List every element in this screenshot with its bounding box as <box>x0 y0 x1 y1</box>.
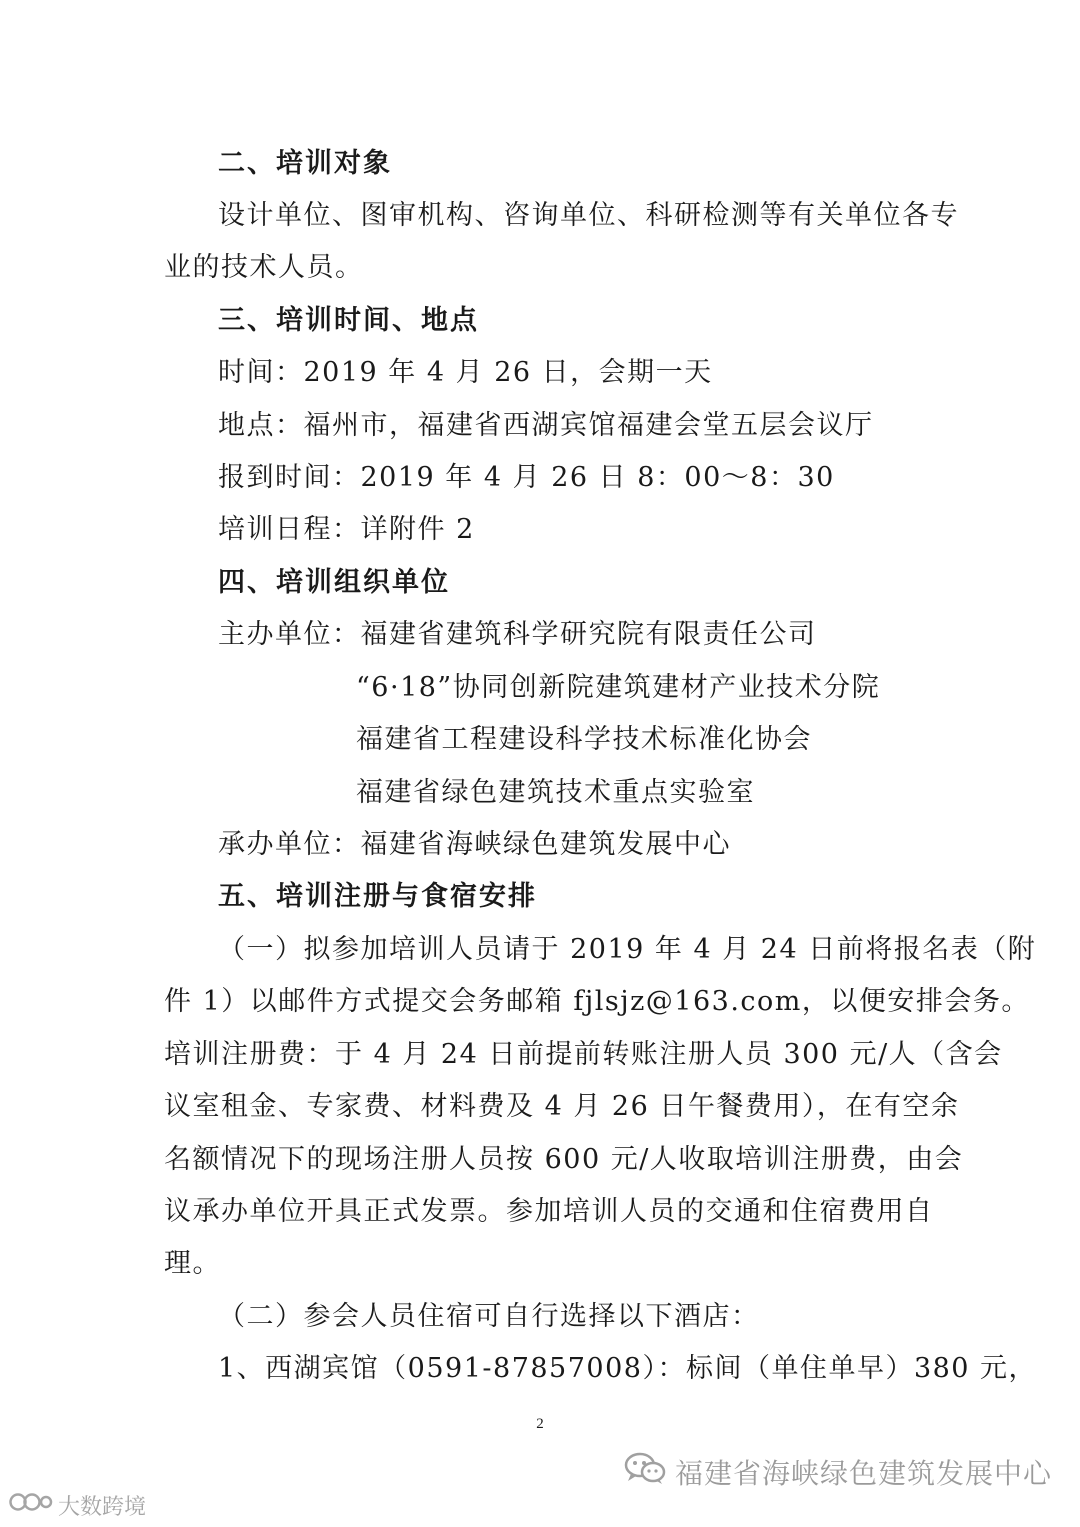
site-watermark <box>8 1490 146 1520</box>
paragraph-line: 名额情况下的现场注册人员按 600 元/人收取培训注册费，由会 <box>164 1144 964 1175</box>
paragraph-line: （二）参会人员住宿可自行选择以下酒店： <box>218 1301 760 1332</box>
paragraph-line: 设计单位、图审机构、咨询单位、科研检测等有关单位各专 <box>218 200 959 231</box>
paragraph-line: 承办单位：福建省海峡绿色建筑发展中心 <box>218 829 731 860</box>
page-number: 2 <box>536 1416 544 1432</box>
paragraph-line: 培训注册费：于 4 月 24 日前提前转账注册人员 300 元/人（含会 <box>164 1039 1003 1070</box>
section-heading-2: 二、培训对象 <box>218 148 392 179</box>
section-heading-4: 四、培训组织单位 <box>218 567 450 598</box>
section-heading-3: 三、培训时间、地点 <box>218 305 479 336</box>
wechat-icon <box>623 1451 667 1494</box>
account-watermark <box>623 1452 1052 1492</box>
paragraph-line: 1、西湖宾馆（0591-87857008）：标间（单住单早）380 元， <box>218 1353 1038 1384</box>
paragraph-line: 理。 <box>164 1248 221 1279</box>
paragraph-line: 议承办单位开具正式发票。参加培训人员的交通和住宿费用自 <box>164 1196 934 1227</box>
paragraph-line: 福建省工程建设科学技术标准化协会 <box>356 724 812 755</box>
account-name: 福建省海峡绿色建筑发展中心 <box>674 1457 1052 1490</box>
paragraph-line: 地点：福州市，福建省西湖宾馆福建会堂五层会议厅 <box>218 410 874 441</box>
paragraph-line: 主办单位：福建省建筑科学研究院有限责任公司 <box>218 619 817 650</box>
logo-icon <box>8 1490 54 1520</box>
paragraph-line: 件 1）以邮件方式提交会务邮箱 fjlsjz@163.com，以便安排会务。 <box>164 986 1030 1017</box>
paragraph-line: 业的技术人员。 <box>164 252 364 283</box>
paragraph-line: 培训日程：详附件 2 <box>218 514 475 545</box>
paragraph-line: 议室租金、专家费、材料费及 4 月 26 日午餐费用），在有空余 <box>164 1091 960 1122</box>
paragraph-line: 报到时间：2019 年 4 月 26 日 8：00～8：30 <box>218 462 835 493</box>
paragraph-line: 福建省绿色建筑技术重点实验室 <box>356 777 755 808</box>
site-name: 大数跨境 <box>58 1494 147 1520</box>
paragraph-line: 时间：2019 年 4 月 26 日，会期一天 <box>218 357 713 388</box>
section-heading-5: 五、培训注册与食宿安排 <box>218 881 537 912</box>
paragraph-line: “6·18”协同创新院建筑建材产业技术分院 <box>356 672 881 703</box>
paragraph-line: （一）拟参加培训人员请于 2019 年 4 月 24 日前将报名表（附 <box>218 934 1037 965</box>
